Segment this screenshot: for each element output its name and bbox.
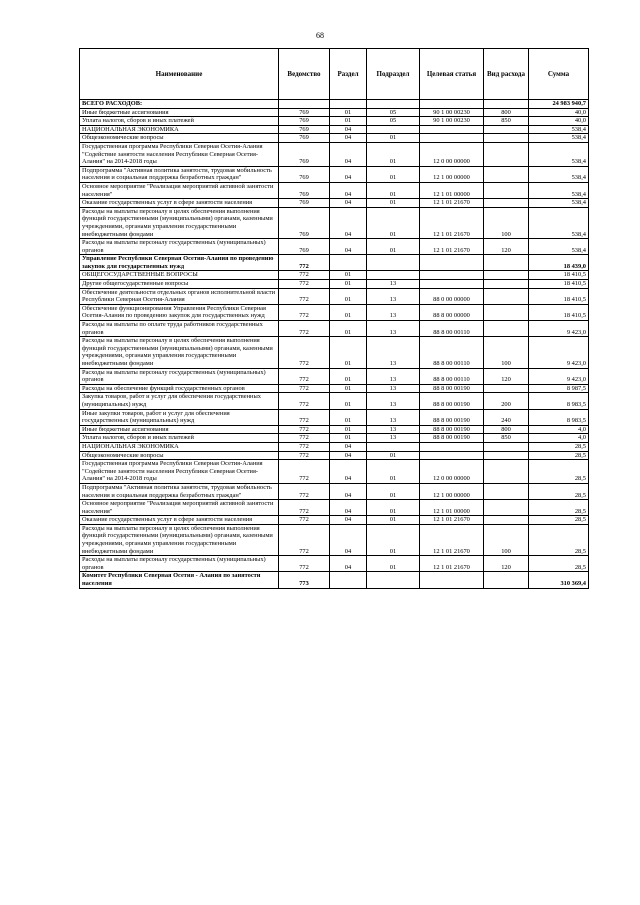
cell-subsection: 13 <box>367 321 420 337</box>
cell-section: 01 <box>330 393 367 409</box>
cell-department: 772 <box>279 384 330 393</box>
cell-name: Иные закупки товаров, работ и услуг для обеспечения государственных (муниципальных) нужд <box>80 409 279 425</box>
cell-expense-type <box>484 288 529 304</box>
cell-section: 04 <box>330 239 367 255</box>
page-number: 68 <box>316 31 324 40</box>
cell-name: Общеэкономические вопросы <box>80 451 279 460</box>
cell-expense-type: 120 <box>484 368 529 384</box>
cell-section: 01 <box>330 409 367 425</box>
cell-subsection: 13 <box>367 304 420 320</box>
cell-expense-type: 850 <box>484 434 529 443</box>
cell-expense-type: 120 <box>484 556 529 572</box>
header-subsection: Подраздел <box>367 49 420 100</box>
cell-expense-type: 200 <box>484 393 529 409</box>
cell-expense-type <box>484 451 529 460</box>
cell-target-article: 88 8 00 00000 <box>420 304 484 320</box>
cell-name: Комитет Республики Северная Осетия - Алания по занятости населения <box>80 572 279 588</box>
cell-department <box>279 100 330 109</box>
cell-amount: 538,4 <box>529 182 589 198</box>
cell-department: 772 <box>279 280 330 289</box>
table-row <box>80 100 589 109</box>
cell-target-article: 12 0 00 00000 <box>420 460 484 484</box>
cell-section: 01 <box>330 117 367 126</box>
cell-department: 772 <box>279 483 330 499</box>
cell-target-article <box>420 572 484 588</box>
cell-amount: 9 423,0 <box>529 368 589 384</box>
cell-section: 01 <box>330 108 367 117</box>
cell-subsection: 01 <box>367 451 420 460</box>
cell-department: 769 <box>279 166 330 182</box>
cell-target-article: 88 8 00 00110 <box>420 337 484 368</box>
cell-target-article: 88 8 00 00190 <box>420 384 484 393</box>
cell-section <box>330 100 367 109</box>
cell-name: Государственная программа Республики Северная Осетия-Алания "Содействие занятости населения Республики Северная Осетия-Алания" на 2014-2018 годы <box>80 460 279 484</box>
cell-section <box>330 572 367 588</box>
cell-name: НАЦИОНАЛЬНАЯ ЭКОНОМИКА <box>80 125 279 134</box>
cell-section: 04 <box>330 166 367 182</box>
cell-expense-type <box>484 271 529 280</box>
table-row <box>80 288 589 304</box>
cell-amount: 538,4 <box>529 207 589 238</box>
cell-department: 772 <box>279 425 330 434</box>
cell-amount: 40,0 <box>529 117 589 126</box>
table-row <box>80 239 589 255</box>
cell-expense-type: 850 <box>484 117 529 126</box>
cell-subsection: 05 <box>367 108 420 117</box>
cell-subsection: 01 <box>367 516 420 525</box>
cell-amount: 9 423,0 <box>529 337 589 368</box>
cell-expense-type <box>484 199 529 208</box>
cell-subsection: 13 <box>367 368 420 384</box>
cell-name: Расходы на выплаты персоналу государственных (муниципальных) органов <box>80 368 279 384</box>
cell-target-article <box>420 271 484 280</box>
cell-target-article <box>420 100 484 109</box>
table-row <box>80 166 589 182</box>
cell-target-article <box>420 442 484 451</box>
cell-subsection: 01 <box>367 182 420 198</box>
cell-department: 772 <box>279 460 330 484</box>
cell-name: Обеспечение деятельности отдельных органов исполнительной власти Республики Северная Осетия-Алания <box>80 288 279 304</box>
cell-target-article: 12 1 01 21670 <box>420 516 484 525</box>
header-section: Раздел <box>330 49 367 100</box>
table-row <box>80 572 589 588</box>
cell-expense-type: 120 <box>484 239 529 255</box>
table-row <box>80 125 589 134</box>
cell-name: Подпрограмма "Активная политика занятости, трудовая мобильность населения и социальная поддержка безработных граждан" <box>80 483 279 499</box>
cell-target-article <box>420 255 484 271</box>
table-row <box>80 524 589 555</box>
cell-target-article: 12 1 01 21670 <box>420 556 484 572</box>
cell-name: ВСЕГО РАСХОДОВ: <box>80 100 279 109</box>
cell-expense-type <box>484 500 529 516</box>
table-row <box>80 460 589 484</box>
cell-name: Расходы на выплаты персоналу в целях обеспечения выполнения функций государственными (муниципальными) органами, казенными учреждениями, органами управления государственными внебюджетными фондами <box>80 207 279 238</box>
cell-subsection: 13 <box>367 434 420 443</box>
table-header-row <box>80 49 589 100</box>
cell-expense-type <box>484 304 529 320</box>
cell-subsection: 01 <box>367 239 420 255</box>
cell-section: 04 <box>330 556 367 572</box>
cell-department: 772 <box>279 500 330 516</box>
cell-name: ОБЩЕГОСУДАРСТВЕННЫЕ ВОПРОСЫ <box>80 271 279 280</box>
cell-name: Государственная программа Республики Северная Осетия-Алания "Содействие занятости населения Республики Северная Осетия-Алания" на 2014-2018 годы <box>80 142 279 166</box>
cell-section: 04 <box>330 460 367 484</box>
cell-target-article: 12 1 01 00000 <box>420 182 484 198</box>
cell-section: 04 <box>330 207 367 238</box>
cell-target-article: 90 1 00 00230 <box>420 117 484 126</box>
cell-amount: 28,5 <box>529 442 589 451</box>
cell-section <box>330 255 367 271</box>
cell-amount: 310 369,4 <box>529 572 589 588</box>
cell-department: 772 <box>279 393 330 409</box>
table-row <box>80 425 589 434</box>
header-target-article: Целевая статья <box>420 49 484 100</box>
table-row <box>80 255 589 271</box>
cell-target-article <box>420 134 484 143</box>
table-row <box>80 393 589 409</box>
cell-section: 01 <box>330 321 367 337</box>
cell-target-article: 88 8 00 00190 <box>420 409 484 425</box>
cell-name: Подпрограмма "Активная политика занятости, трудовая мобильность населения и социальная поддержка безработных граждан" <box>80 166 279 182</box>
cell-amount: 28,5 <box>529 500 589 516</box>
cell-department: 772 <box>279 337 330 368</box>
cell-department: 772 <box>279 442 330 451</box>
cell-amount: 4,0 <box>529 434 589 443</box>
cell-section: 01 <box>330 368 367 384</box>
cell-target-article: 12 1 01 21670 <box>420 207 484 238</box>
cell-subsection: 13 <box>367 337 420 368</box>
cell-amount: 8 983,5 <box>529 393 589 409</box>
cell-subsection: 13 <box>367 288 420 304</box>
cell-subsection: 13 <box>367 384 420 393</box>
table-row <box>80 142 589 166</box>
cell-department: 772 <box>279 271 330 280</box>
cell-subsection: 01 <box>367 483 420 499</box>
cell-amount: 28,5 <box>529 524 589 555</box>
cell-target-article: 88 8 00 00110 <box>420 321 484 337</box>
cell-subsection: 01 <box>367 524 420 555</box>
cell-section: 04 <box>330 442 367 451</box>
cell-expense-type <box>484 100 529 109</box>
cell-section: 01 <box>330 425 367 434</box>
cell-subsection: 01 <box>367 199 420 208</box>
cell-amount: 28,5 <box>529 483 589 499</box>
cell-target-article: 12 1 01 21670 <box>420 239 484 255</box>
cell-subsection: 13 <box>367 409 420 425</box>
cell-section: 01 <box>330 384 367 393</box>
cell-name: Обеспечение функционирования Управления Республики Северная Осетия-Алания по проведению закупок для государственных нужд <box>80 304 279 320</box>
cell-name: Другие общегосударственные вопросы <box>80 280 279 289</box>
cell-amount: 18 410,5 <box>529 280 589 289</box>
cell-subsection: 01 <box>367 166 420 182</box>
cell-target-article: 12 1 00 00000 <box>420 166 484 182</box>
table-row <box>80 409 589 425</box>
table-row <box>80 337 589 368</box>
cell-expense-type <box>484 442 529 451</box>
cell-expense-type <box>484 572 529 588</box>
cell-name: Расходы на выплаты персоналу в целях обеспечения выполнения функций государственными (муниципальными) органами, казенными учреждениями, органами управления государственными внебюджетными фондами <box>80 337 279 368</box>
cell-department: 772 <box>279 255 330 271</box>
table-row <box>80 384 589 393</box>
cell-amount: 28,5 <box>529 451 589 460</box>
cell-amount: 538,4 <box>529 239 589 255</box>
cell-expense-type <box>484 182 529 198</box>
table-row <box>80 134 589 143</box>
cell-amount: 538,4 <box>529 134 589 143</box>
cell-expense-type: 240 <box>484 409 529 425</box>
cell-target-article: 12 1 01 00000 <box>420 500 484 516</box>
cell-expense-type <box>484 134 529 143</box>
cell-amount: 18 410,5 <box>529 288 589 304</box>
cell-amount: 28,5 <box>529 556 589 572</box>
cell-expense-type: 100 <box>484 337 529 368</box>
cell-section: 04 <box>330 182 367 198</box>
cell-department: 772 <box>279 516 330 525</box>
cell-section: 04 <box>330 125 367 134</box>
cell-amount: 8 983,5 <box>529 409 589 425</box>
cell-expense-type: 800 <box>484 108 529 117</box>
cell-expense-type <box>484 516 529 525</box>
table-row <box>80 368 589 384</box>
cell-subsection <box>367 125 420 134</box>
cell-name: Закупка товаров, работ и услуг для обеспечения государственных (муниципальных) нужд <box>80 393 279 409</box>
header-department: Ведомство <box>279 49 330 100</box>
cell-name: Расходы на выплаты персоналу государственных (муниципальных) органов <box>80 239 279 255</box>
cell-subsection <box>367 271 420 280</box>
cell-section: 04 <box>330 500 367 516</box>
cell-section: 04 <box>330 134 367 143</box>
cell-subsection: 01 <box>367 142 420 166</box>
cell-name: Иные бюджетные ассигнования <box>80 425 279 434</box>
table-row <box>80 451 589 460</box>
cell-section: 01 <box>330 304 367 320</box>
cell-name: Общеэкономические вопросы <box>80 134 279 143</box>
cell-department: 772 <box>279 321 330 337</box>
table-row <box>80 321 589 337</box>
cell-target-article: 88 8 00 00110 <box>420 368 484 384</box>
cell-subsection <box>367 572 420 588</box>
cell-amount: 18 410,5 <box>529 304 589 320</box>
table-row <box>80 442 589 451</box>
cell-subsection: 13 <box>367 393 420 409</box>
cell-section: 04 <box>330 451 367 460</box>
cell-amount: 40,0 <box>529 108 589 117</box>
cell-name: Уплата налогов, сборов и иных платежей <box>80 434 279 443</box>
cell-subsection: 13 <box>367 280 420 289</box>
cell-name: Оказание государственных услуг в сфере занятости населения <box>80 516 279 525</box>
cell-target-article <box>420 125 484 134</box>
table-row <box>80 483 589 499</box>
cell-department: 769 <box>279 239 330 255</box>
table-row <box>80 434 589 443</box>
cell-section: 01 <box>330 271 367 280</box>
cell-subsection: 13 <box>367 425 420 434</box>
cell-expense-type: 100 <box>484 524 529 555</box>
cell-department: 772 <box>279 368 330 384</box>
cell-department: 769 <box>279 108 330 117</box>
cell-name: Иные бюджетные ассигнования <box>80 108 279 117</box>
cell-section: 04 <box>330 199 367 208</box>
cell-section: 01 <box>330 434 367 443</box>
table-row <box>80 304 589 320</box>
cell-target-article: 12 1 00 00000 <box>420 483 484 499</box>
cell-expense-type: 800 <box>484 425 529 434</box>
cell-department: 769 <box>279 117 330 126</box>
table-row <box>80 108 589 117</box>
cell-name: Основное мероприятие "Реализация мероприятий активной занятости населения" <box>80 182 279 198</box>
cell-target-article: 88 0 00 00000 <box>420 288 484 304</box>
cell-target-article <box>420 451 484 460</box>
cell-expense-type <box>484 483 529 499</box>
cell-name: Расходы на обеспечение функций государственных органов <box>80 384 279 393</box>
cell-department: 769 <box>279 207 330 238</box>
cell-target-article: 12 0 00 00000 <box>420 142 484 166</box>
cell-target-article <box>420 280 484 289</box>
cell-department: 772 <box>279 409 330 425</box>
cell-section: 01 <box>330 337 367 368</box>
table-row <box>80 271 589 280</box>
cell-department: 769 <box>279 199 330 208</box>
cell-target-article: 88 8 00 00190 <box>420 393 484 409</box>
cell-expense-type <box>484 142 529 166</box>
cell-department: 772 <box>279 451 330 460</box>
cell-name: Уплата налогов, сборов и иных платежей <box>80 117 279 126</box>
cell-amount: 538,4 <box>529 199 589 208</box>
expenditure-table <box>79 48 589 589</box>
header-expense-type: Вид расхода <box>484 49 529 100</box>
cell-name: Оказание государственных услуг в сфере занятости населения <box>80 199 279 208</box>
cell-department: 773 <box>279 572 330 588</box>
table-row <box>80 280 589 289</box>
cell-department: 772 <box>279 304 330 320</box>
cell-amount: 28,5 <box>529 460 589 484</box>
cell-name: Основное мероприятие "Реализация мероприятий активной занятости населения" <box>80 500 279 516</box>
cell-subsection: 01 <box>367 207 420 238</box>
cell-amount: 538,4 <box>529 166 589 182</box>
cell-section: 01 <box>330 280 367 289</box>
cell-expense-type <box>484 384 529 393</box>
cell-subsection: 01 <box>367 460 420 484</box>
cell-section: 04 <box>330 142 367 166</box>
cell-amount: 4,0 <box>529 425 589 434</box>
cell-subsection <box>367 442 420 451</box>
cell-amount: 18 410,5 <box>529 271 589 280</box>
header-name: Наименование <box>80 49 279 100</box>
cell-expense-type <box>484 255 529 271</box>
table-row <box>80 207 589 238</box>
cell-subsection: 05 <box>367 117 420 126</box>
cell-department: 769 <box>279 182 330 198</box>
cell-department: 772 <box>279 288 330 304</box>
cell-amount: 18 439,0 <box>529 255 589 271</box>
cell-name: Расходы на выплаты персоналу в целях обеспечения выполнения функций государственными (муниципальными) органами, казенными учреждениями, органами управления государственными внебюджетными фондами <box>80 524 279 555</box>
table-row <box>80 500 589 516</box>
cell-target-article: 88 8 00 00190 <box>420 434 484 443</box>
cell-amount: 8 987,5 <box>529 384 589 393</box>
header-amount: Сумма <box>529 49 589 100</box>
cell-department: 772 <box>279 434 330 443</box>
cell-amount: 538,4 <box>529 125 589 134</box>
cell-department: 769 <box>279 134 330 143</box>
table-row <box>80 199 589 208</box>
cell-target-article: 12 1 01 21670 <box>420 524 484 555</box>
cell-expense-type <box>484 125 529 134</box>
cell-amount: 24 983 940,7 <box>529 100 589 109</box>
cell-section: 04 <box>330 483 367 499</box>
cell-expense-type <box>484 460 529 484</box>
cell-department: 769 <box>279 125 330 134</box>
cell-name: Расходы на выплаты по оплате труда работников государственных органов <box>80 321 279 337</box>
cell-expense-type <box>484 321 529 337</box>
table-body <box>80 100 589 589</box>
cell-section: 04 <box>330 516 367 525</box>
cell-subsection <box>367 255 420 271</box>
table-row <box>80 556 589 572</box>
cell-section: 01 <box>330 288 367 304</box>
cell-name: Управление Республики Северная Осетия-Алания по проведению закупок для государственных нужд <box>80 255 279 271</box>
cell-amount: 9 423,0 <box>529 321 589 337</box>
cell-expense-type: 100 <box>484 207 529 238</box>
cell-expense-type <box>484 166 529 182</box>
cell-expense-type <box>484 280 529 289</box>
cell-target-article: 90 1 00 00230 <box>420 108 484 117</box>
cell-subsection: 01 <box>367 134 420 143</box>
cell-section: 04 <box>330 524 367 555</box>
cell-target-article: 12 1 01 21670 <box>420 199 484 208</box>
cell-subsection: 01 <box>367 556 420 572</box>
cell-name: НАЦИОНАЛЬНАЯ ЭКОНОМИКА <box>80 442 279 451</box>
table-row <box>80 117 589 126</box>
cell-department: 769 <box>279 142 330 166</box>
cell-amount: 28,5 <box>529 516 589 525</box>
cell-department: 772 <box>279 556 330 572</box>
cell-amount: 538,4 <box>529 142 589 166</box>
cell-target-article: 88 8 00 00190 <box>420 425 484 434</box>
table-row <box>80 516 589 525</box>
table-row <box>80 182 589 198</box>
cell-subsection: 01 <box>367 500 420 516</box>
cell-subsection <box>367 100 420 109</box>
cell-name: Расходы на выплаты персоналу государственных (муниципальных) органов <box>80 556 279 572</box>
cell-department: 772 <box>279 524 330 555</box>
